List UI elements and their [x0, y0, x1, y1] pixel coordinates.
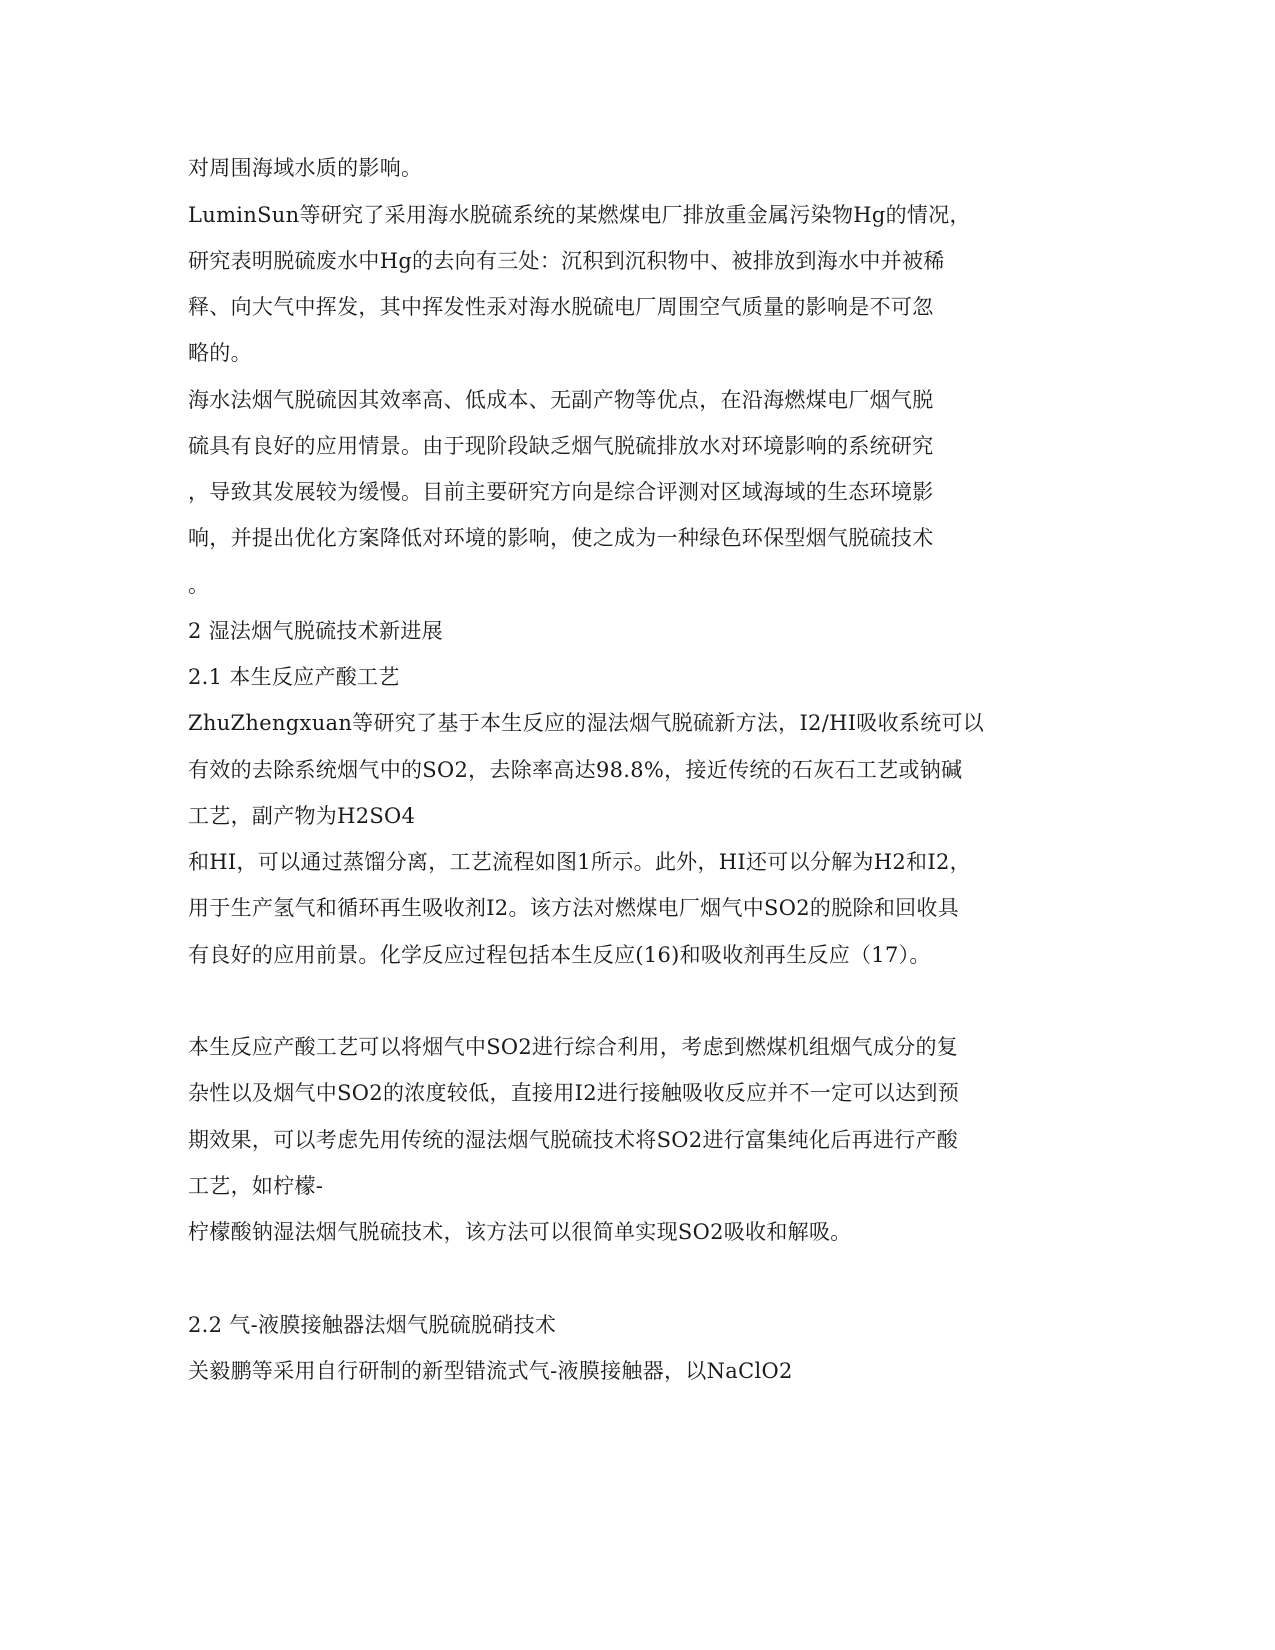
text-line: 。 — [188, 573, 210, 597]
text-line: 用于生产氢气和循环再生吸收剂I2。该方法对燃煤电厂烟气中SO2的脱除和回收具 — [188, 896, 960, 920]
text-line: 工艺，如柠檬- — [188, 1174, 324, 1198]
subsection-heading: 2.2 气-液膜接触器法烟气脱硫脱硝技术 — [188, 1313, 557, 1337]
text-line: ZhuZhengxuan等研究了基于本生反应的湿法烟气脱硫新方法，I2/HI吸收系统可以 — [188, 711, 985, 735]
text-line: LuminSun等研究了采用海水脱硫系统的某燃煤电厂排放重金属污染物Hg的情况， — [188, 203, 971, 227]
text-line: 略的。 — [188, 341, 252, 365]
text-line: 柠檬酸钠湿法烟气脱硫技术，该方法可以很简单实现SO2吸收和解吸。 — [188, 1220, 852, 1244]
text-line: 响，并提出优化方案降低对环境的影响，使之成为一种绿色环保型烟气脱硫技术 — [188, 526, 934, 550]
text-line: 杂性以及烟气中SO2的浓度较低，直接用I2进行接触吸收反应并不一定可以达到预 — [188, 1081, 960, 1105]
text-line: 有良好的应用前景。化学反应过程包括本生反应(16)和吸收剂再生反应（17）。 — [188, 943, 931, 967]
text-line: 海水法烟气脱硫因其效率高、低成本、无副产物等优点，在沿海燃煤电厂烟气脱 — [188, 388, 934, 412]
text-line: 对周围海域水质的影响。 — [188, 156, 423, 180]
text-line: 本生反应产酸工艺可以将烟气中SO2进行综合利用，考虑到燃煤机组烟气成分的复 — [188, 1035, 959, 1059]
text-line: 期效果，可以考虑先用传统的湿法烟气脱硫技术将SO2进行富集纯化后再进行产酸 — [188, 1128, 959, 1152]
subsection-heading: 2.1 本生反应产酸工艺 — [188, 665, 400, 689]
text-line: ，导致其发展较为缓慢。目前主要研究方向是综合评测对区域海域的生态环境影 — [188, 480, 934, 504]
text-line: 工艺，副产物为H2SO4 — [188, 804, 416, 828]
text-line: 释、向大气中挥发，其中挥发性汞对海水脱硫电厂周围空气质量的影响是不可忽 — [188, 295, 934, 319]
text-line: 研究表明脱硫废水中Hg的去向有三处：沉积到沉积物中、被排放到海水中并被稀 — [188, 249, 945, 273]
text-line: 硫具有良好的应用情景。由于现阶段缺乏烟气脱硫排放水对环境影响的系统研究 — [188, 434, 934, 458]
text-line: 有效的去除系统烟气中的SO2，去除率高达98.8%，接近传统的石灰石工艺或钠碱 — [188, 758, 963, 782]
section-heading: 2 湿法烟气脱硫技术新进展 — [188, 619, 443, 643]
text-line: 关毅鹏等采用自行研制的新型错流式气-液膜接触器，以NaClO2 — [188, 1359, 793, 1383]
text-line: 和HI，可以通过蒸馏分离，工艺流程如图1所示。此外，HI还可以分解为H2和I2， — [188, 850, 971, 874]
